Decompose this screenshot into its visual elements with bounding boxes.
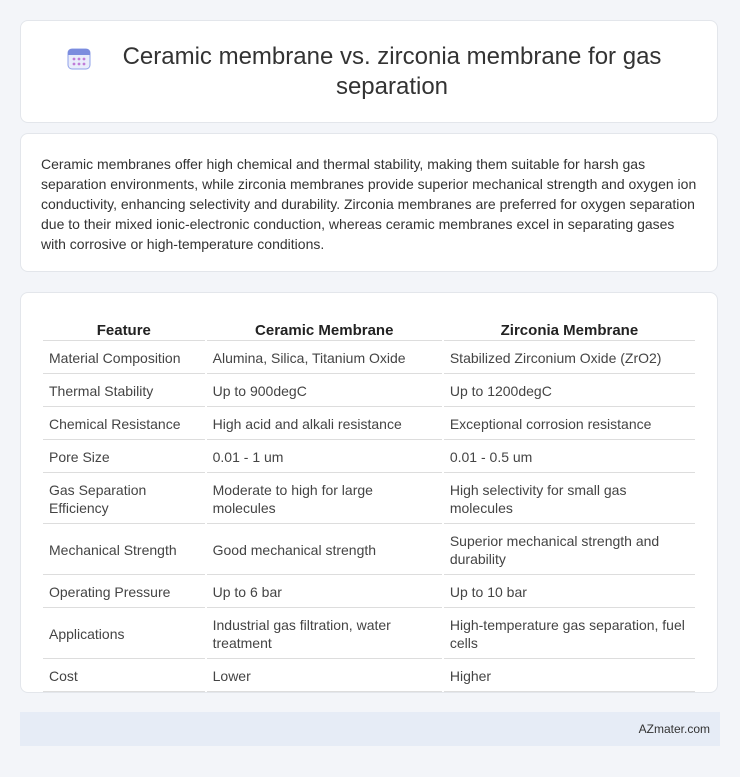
header-zirconia: Zirconia Membrane xyxy=(444,317,695,341)
cell-zirconia: High-temperature gas separation, fuel cells xyxy=(444,610,695,659)
cell-ceramic: Up to 900degC xyxy=(207,376,442,407)
title-wrap xyxy=(26,42,712,102)
table-header-row xyxy=(43,317,695,341)
table-row xyxy=(43,661,695,692)
cell-ceramic: Moderate to high for large molecules xyxy=(207,475,442,524)
cell-zirconia: Up to 10 bar xyxy=(444,577,695,608)
header-ceramic: Ceramic Membrane xyxy=(207,317,442,341)
cell-ceramic: Industrial gas filtration, water treatment xyxy=(207,610,442,659)
table-row xyxy=(43,409,695,440)
page-title: Ceramic membrane vs. zirconia membrane for gas separation xyxy=(122,42,662,100)
calendar-icon xyxy=(66,45,92,71)
header-feature: Feature xyxy=(43,317,205,341)
comparison-table xyxy=(41,315,697,694)
cell-feature: Thermal Stability xyxy=(43,376,205,407)
table-row xyxy=(43,475,695,524)
comparison-card xyxy=(20,292,718,693)
cell-ceramic: Good mechanical strength xyxy=(207,526,442,575)
cell-zirconia: 0.01 - 0.5 um xyxy=(444,442,695,473)
cell-feature: Chemical Resistance xyxy=(43,409,205,440)
cell-feature: Applications xyxy=(43,610,205,659)
cell-zirconia: Up to 1200degC xyxy=(444,376,695,407)
cell-ceramic: Up to 6 bar xyxy=(207,577,442,608)
cell-ceramic: Alumina, Silica, Titanium Oxide xyxy=(207,343,442,374)
cell-feature: Operating Pressure xyxy=(43,577,205,608)
footer-bar xyxy=(20,712,720,746)
cell-ceramic: 0.01 - 1 um xyxy=(207,442,442,473)
cell-ceramic: High acid and alkali resistance xyxy=(207,409,442,440)
cell-feature: Mechanical Strength xyxy=(43,526,205,575)
table-row xyxy=(43,442,695,473)
cell-feature: Material Composition xyxy=(43,343,205,374)
cell-feature: Pore Size xyxy=(43,442,205,473)
table-row xyxy=(43,343,695,374)
description-card xyxy=(20,133,718,272)
title-card xyxy=(20,20,718,123)
cell-zirconia: Exceptional corrosion resistance xyxy=(444,409,695,440)
cell-zirconia: Superior mechanical strength and durability xyxy=(444,526,695,575)
footer-brand[interactable]: AZmater.com xyxy=(638,722,710,736)
table-row xyxy=(43,526,695,575)
cell-zirconia: Higher xyxy=(444,661,695,692)
cell-zirconia: Stabilized Zirconium Oxide (ZrO2) xyxy=(444,343,695,374)
cell-ceramic: Lower xyxy=(207,661,442,692)
table-row xyxy=(43,376,695,407)
table-row xyxy=(43,577,695,608)
table-row xyxy=(43,610,695,659)
cell-feature: Gas Separation Efficiency xyxy=(43,475,205,524)
cell-zirconia: High selectivity for small gas molecules xyxy=(444,475,695,524)
cell-feature: Cost xyxy=(43,661,205,692)
description-text: Ceramic membranes offer high chemical and thermal stability, making them suitable for harsh gas separation environments, while zirconia membranes provide superior mechanical strength and oxygen ion conductivity, enhancing selectivity and durability. Zirconia membranes are preferred for oxygen separation due to their mixed ionic-electronic conduction, whereas ceramic membranes excel in separating gases with corrosive or high-temperature conditions. xyxy=(41,156,697,252)
